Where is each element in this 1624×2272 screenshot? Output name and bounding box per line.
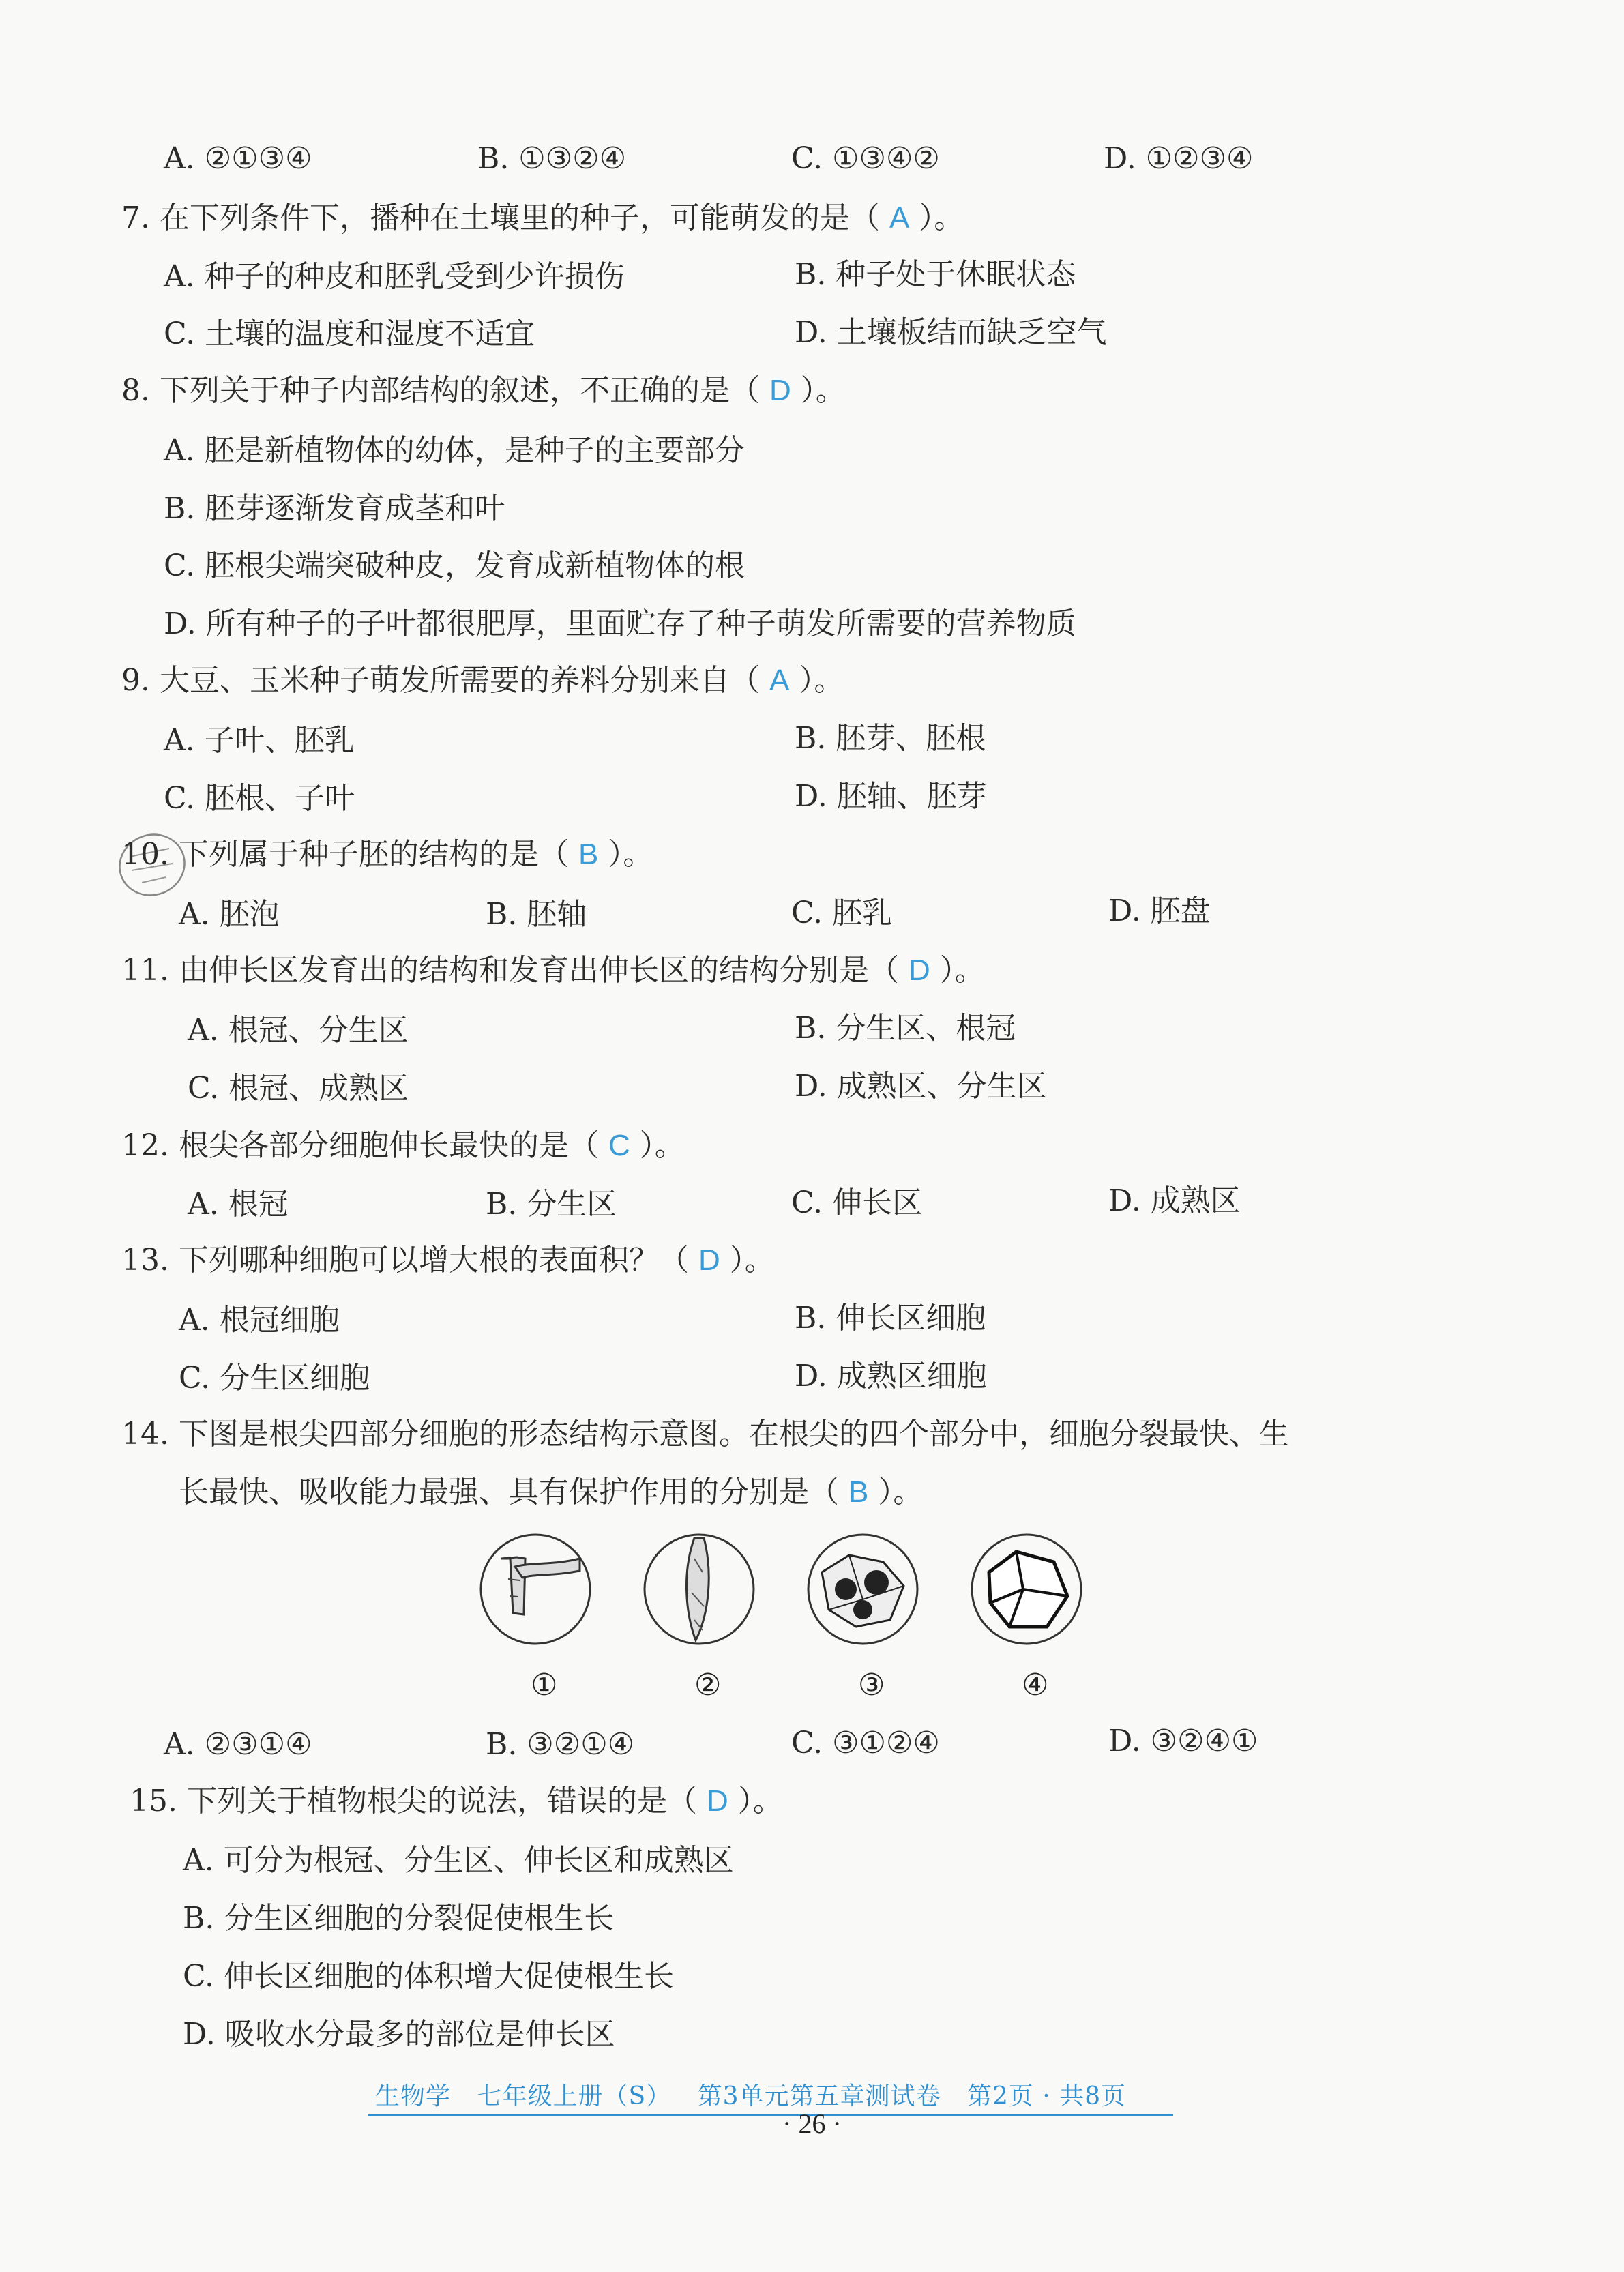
q11-stem-end: ）。 bbox=[939, 953, 985, 988]
q14-stem-line1: 14. 下图是根尖四部分细胞的形态结构示意图。在根尖的四个部分中，细胞分裂最快、生 bbox=[121, 1417, 1289, 1451]
fig-label-1: ① bbox=[531, 1668, 558, 1702]
q7-stem-end: ）。 bbox=[919, 201, 964, 235]
q11-option-a: A. 根冠、分生区 bbox=[188, 1013, 409, 1048]
q10-option-a: A. 胚泡 bbox=[179, 897, 280, 932]
q8-stem-end: ）。 bbox=[800, 373, 846, 408]
q7-answer: A bbox=[889, 201, 910, 235]
q9-option-d: D. 胚轴、胚芽 bbox=[795, 779, 987, 814]
q11-stem bbox=[121, 951, 985, 990]
q14-option-d: D. ③②④① bbox=[1108, 1724, 1258, 1758]
q6-option-d: D. ①②③④ bbox=[1104, 141, 1254, 176]
q13-option-b: B. 伸长区细胞 bbox=[795, 1301, 986, 1336]
fig-label-2: ② bbox=[694, 1668, 722, 1702]
footer-unit: 第3单元第五章测试卷 bbox=[697, 2082, 941, 2110]
q7-option-a: A. 种子的种皮和胚乳受到少许损伤 bbox=[164, 259, 625, 294]
q9-stem-end: ）。 bbox=[799, 663, 844, 698]
page-number: · 26 · bbox=[782, 2108, 842, 2139]
q6-option-b: B. ①③②④ bbox=[477, 141, 627, 176]
q8-option-d: D. 所有种子的子叶都很肥厚，里面贮存了种子萌发所需要的营养物质 bbox=[164, 606, 1076, 641]
q7-option-b: B. 种子处于休眠状态 bbox=[795, 257, 1076, 292]
cell-3-meristem bbox=[808, 1535, 917, 1644]
q11-answer: D bbox=[908, 954, 930, 987]
q9-option-a: A. 子叶、胚乳 bbox=[164, 723, 355, 758]
q15-answer: D bbox=[706, 1784, 728, 1818]
q13-option-a: A. 根冠细胞 bbox=[179, 1303, 340, 1338]
q12-option-a: A. 根冠 bbox=[188, 1187, 289, 1222]
q7-option-c: C. 土壤的温度和湿度不适宜 bbox=[164, 316, 535, 351]
q10-stem-end: ）。 bbox=[608, 837, 653, 872]
q13-stem-end: ）。 bbox=[729, 1243, 775, 1278]
q15-stem bbox=[130, 1782, 783, 1820]
q15-option-a: A. 可分为根冠、分生区、伸长区和成熟区 bbox=[183, 1843, 734, 1878]
q9-option-c: C. 胚根、子叶 bbox=[164, 781, 355, 816]
fig-label-3: ③ bbox=[858, 1668, 885, 1702]
q9-answer: A bbox=[769, 664, 790, 697]
q8-option-c: C. 胚根尖端突破种皮，发育成新植物体的根 bbox=[164, 548, 745, 583]
q13-option-d: D. 成熟区细胞 bbox=[795, 1359, 987, 1393]
q8-answer: D bbox=[769, 374, 791, 407]
q11-stem-text: 11. 由伸长区发育出的结构和发育出伸长区的结构分别是（ bbox=[121, 953, 899, 988]
q8-stem bbox=[121, 372, 846, 410]
q6-option-a: A. ②①③④ bbox=[164, 141, 312, 176]
q11-option-c: C. 根冠、成熟区 bbox=[188, 1071, 409, 1106]
q14-option-b: B. ③②①④ bbox=[486, 1727, 635, 1762]
q7-stem bbox=[121, 199, 964, 237]
q12-option-b: B. 分生区 bbox=[486, 1187, 617, 1222]
q15-stem-text: 15. 下列关于植物根尖的说法，错误的是（ bbox=[130, 1784, 697, 1818]
q9-stem-text: 9. 大豆、玉米种子萌发所需要的养料分别来自（ bbox=[121, 663, 760, 698]
q12-option-c: C. 伸长区 bbox=[791, 1185, 923, 1220]
q15-option-d: D. 吸收水分最多的部位是伸长区 bbox=[183, 2017, 615, 2052]
q13-answer: D bbox=[698, 1243, 720, 1277]
q8-stem-text: 8. 下列关于种子内部结构的叙述，不正确的是（ bbox=[121, 373, 760, 408]
q15-option-c: C. 伸长区细胞的体积增大促使根生长 bbox=[183, 1959, 675, 1994]
q10-option-c: C. 胚乳 bbox=[791, 896, 893, 930]
fig-label-4: ④ bbox=[1022, 1668, 1049, 1702]
q8-option-a: A. 胚是新植物体的幼体，是种子的主要部分 bbox=[164, 433, 745, 468]
cell-1-root-hair bbox=[481, 1535, 590, 1644]
q7-stem-text: 7. 在下列条件下，播种在土壤里的种子，可能萌发的是（ bbox=[121, 201, 880, 235]
q10-option-d: D. 胚盘 bbox=[1108, 894, 1211, 928]
q13-stem bbox=[121, 1241, 775, 1280]
q12-stem-end: ）。 bbox=[639, 1128, 685, 1163]
q9-stem bbox=[121, 662, 844, 700]
q7-option-d: D. 土壤板结而缺乏空气 bbox=[795, 315, 1107, 350]
cell-2-elongation bbox=[645, 1535, 754, 1644]
q14-stem-text: 长最快、吸收能力最强、具有保护作用的分别是（ bbox=[179, 1475, 839, 1509]
q11-option-b: B. 分生区、根冠 bbox=[795, 1011, 1016, 1046]
q8-option-b: B. 胚芽逐渐发育成茎和叶 bbox=[164, 491, 505, 526]
q14-option-a: A. ②③①④ bbox=[164, 1727, 312, 1762]
footer-subject: 生物学 bbox=[375, 2082, 452, 2110]
q11-option-d: D. 成熟区、分生区 bbox=[795, 1069, 1047, 1104]
q13-stem-text: 13. 下列哪种细胞可以增大根的表面积？（ bbox=[121, 1243, 689, 1278]
footer-grade: 七年级上册（S） bbox=[477, 2082, 672, 2110]
q14-option-c: C. ③①②④ bbox=[791, 1726, 940, 1760]
footer-pages: 第2页 · 共8页 bbox=[966, 2082, 1127, 2110]
q12-option-d: D. 成熟区 bbox=[1108, 1183, 1241, 1218]
q10-stem-text: 10. 下列属于种子胚的结构的是（ bbox=[121, 837, 569, 872]
q10-stem bbox=[121, 836, 653, 874]
q12-stem bbox=[121, 1127, 685, 1165]
cell-4-root-cap bbox=[972, 1535, 1081, 1644]
q15-stem-end: ）。 bbox=[737, 1784, 783, 1818]
root-tip-cells-figure bbox=[477, 1531, 1132, 1709]
q10-option-b: B. 胚轴 bbox=[486, 897, 587, 932]
q14-answer: B bbox=[848, 1475, 869, 1509]
q12-stem-text: 12. 根尖各部分细胞伸长最快的是（ bbox=[121, 1128, 599, 1163]
q15-option-b: B. 分生区细胞的分裂促使根生长 bbox=[183, 1901, 615, 1936]
q13-option-c: C. 分生区细胞 bbox=[179, 1361, 370, 1396]
q14-stem-line2 bbox=[179, 1473, 923, 1511]
q12-answer: C bbox=[608, 1129, 630, 1162]
q10-answer: B bbox=[578, 838, 599, 871]
q6-option-c: C. ①③④② bbox=[791, 141, 940, 176]
q14-stem-end: ）。 bbox=[878, 1475, 924, 1509]
q9-option-b: B. 胚芽、胚根 bbox=[795, 721, 986, 756]
